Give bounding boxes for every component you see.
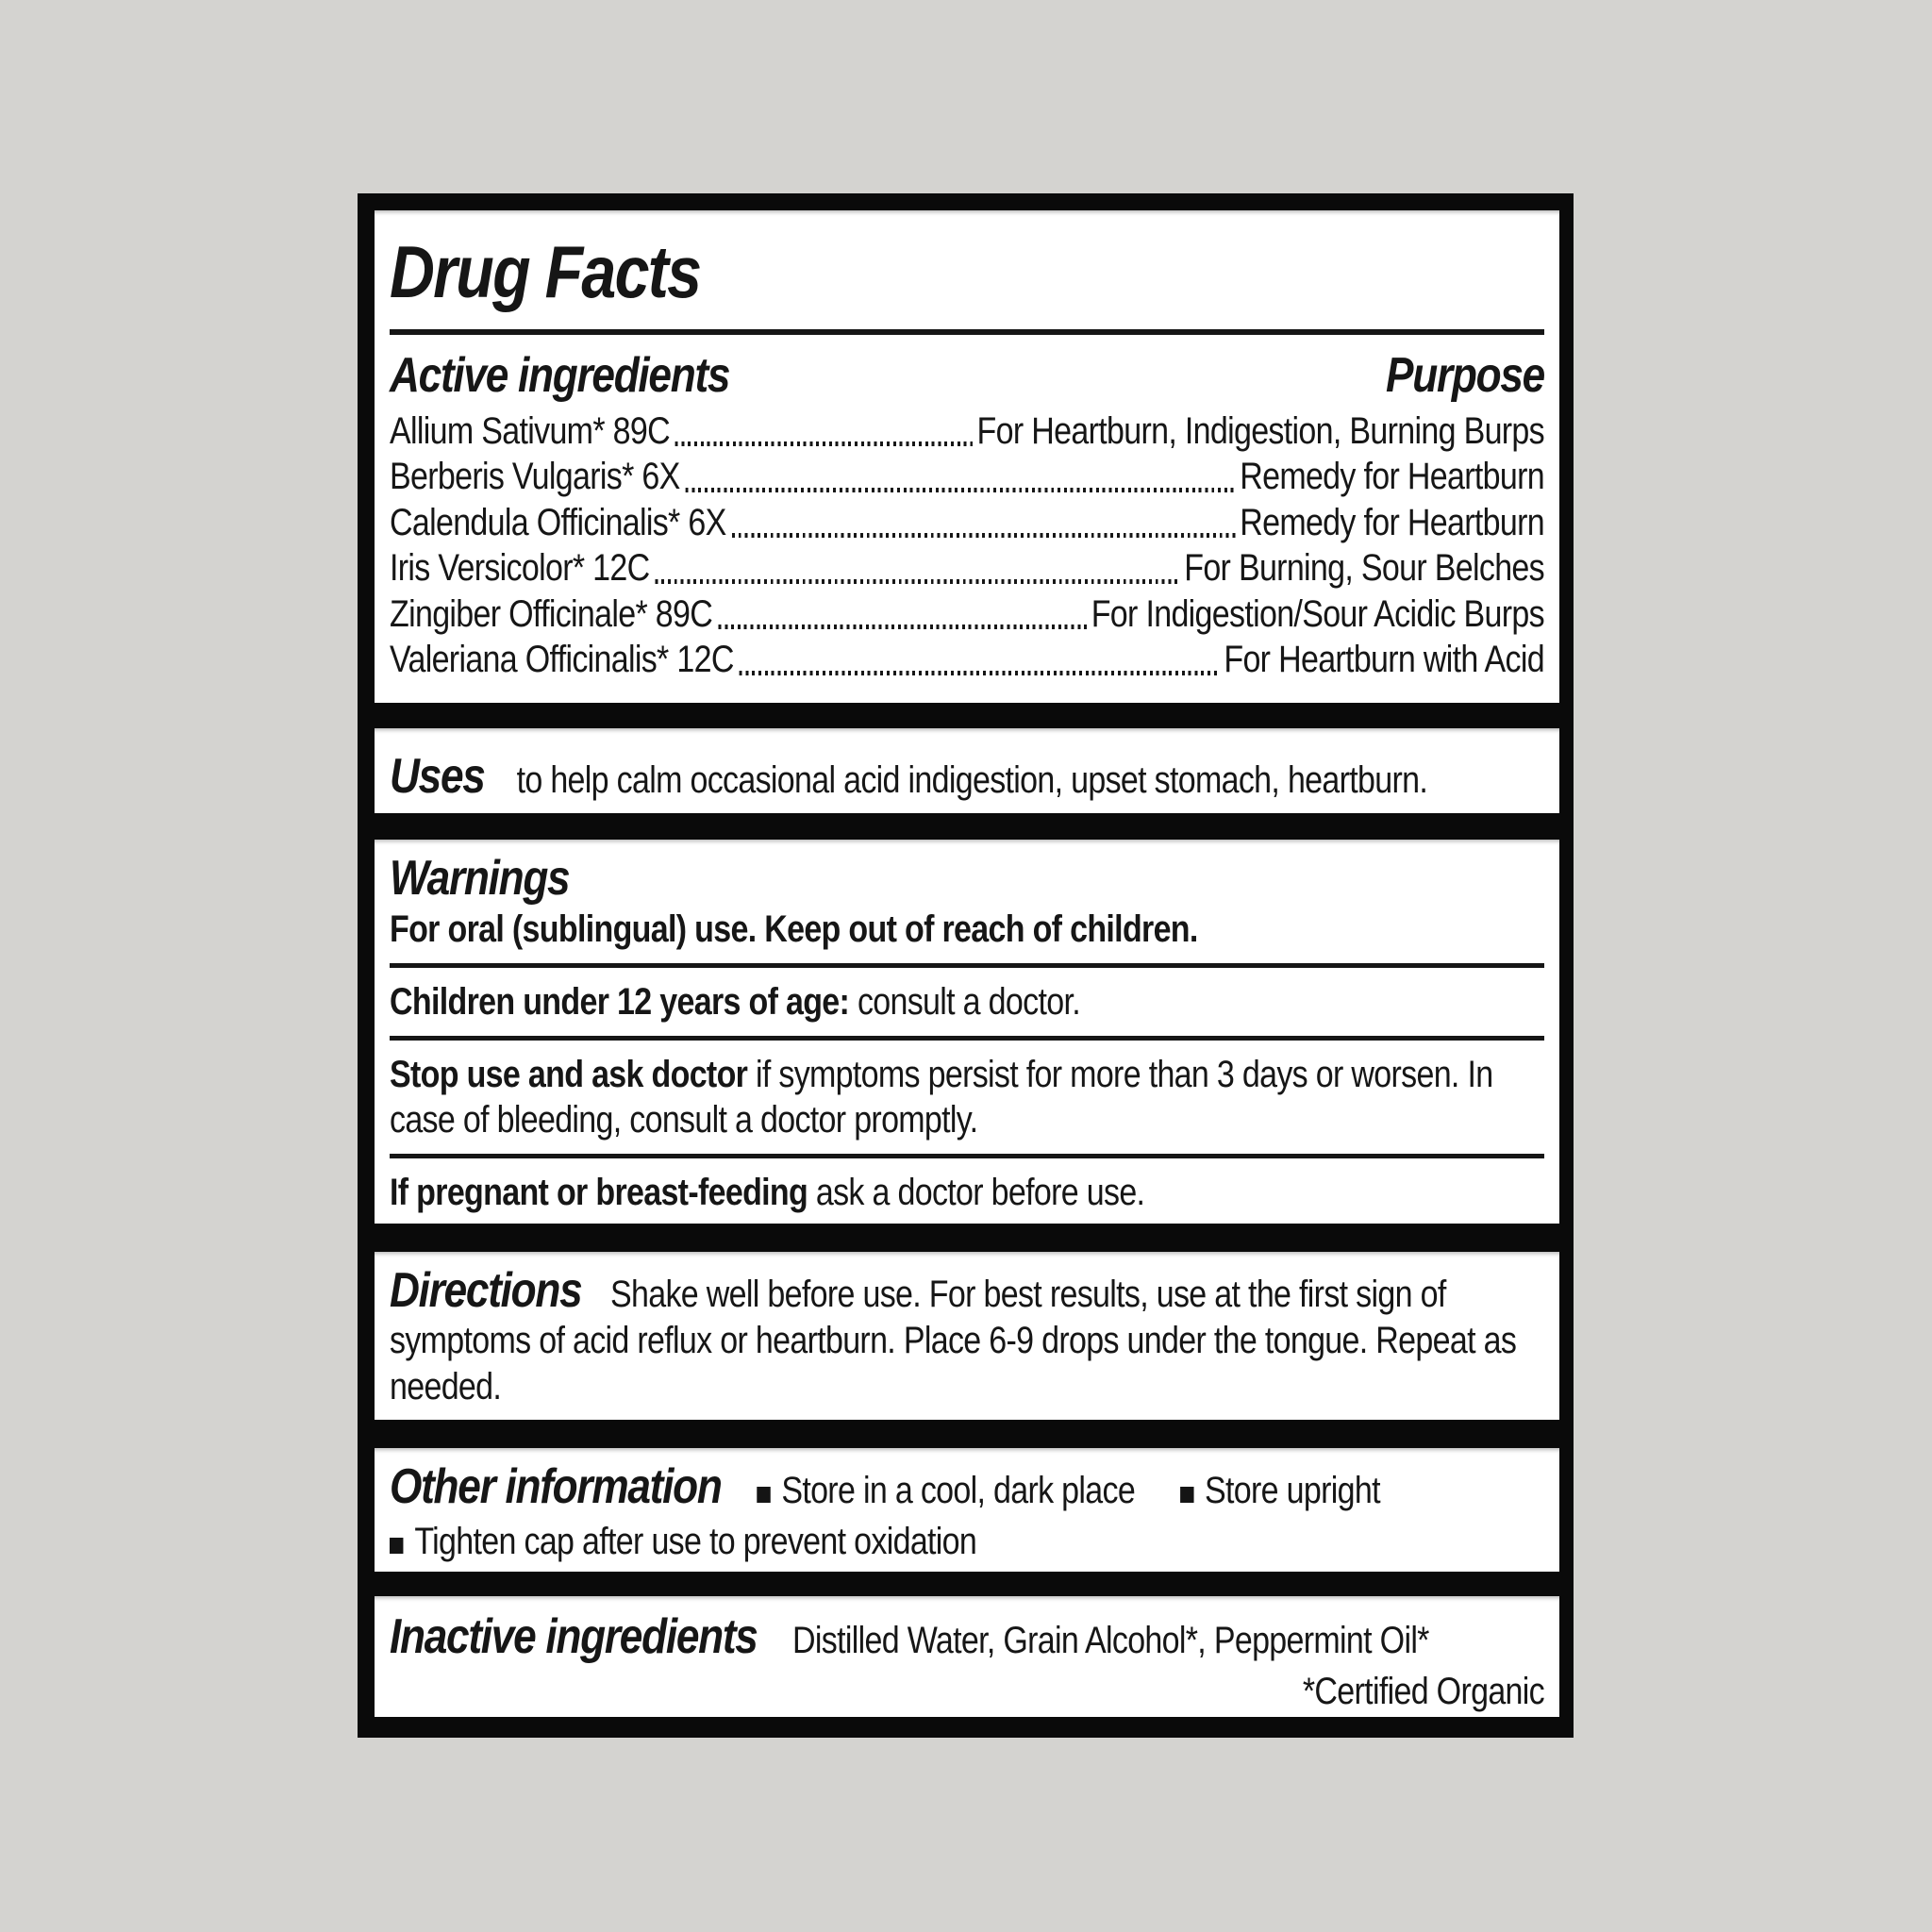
dotted-leader xyxy=(732,533,1236,538)
warning-item-bold: Stop use and ask doctor xyxy=(390,1053,748,1095)
uses-text: to help calm occasional acid indigestion, upset stomach, heartburn. xyxy=(516,759,1428,801)
ingredient-row xyxy=(390,454,1544,500)
warnings-divider xyxy=(390,1154,1544,1158)
title-rule xyxy=(390,329,1544,335)
active-ingredients-content xyxy=(390,230,1544,683)
ingredient-purpose: Remedy for Heartburn xyxy=(1240,456,1544,498)
certified-organic-note: *Certified Organic xyxy=(1302,1671,1544,1712)
inactive-ingredients-text: Distilled Water, Grain Alcohol*, Peppermint Oil* xyxy=(792,1620,1429,1661)
square-bullet-icon xyxy=(390,1538,403,1554)
ingredient-name: Valeriana Officinalis* 12C xyxy=(390,639,734,681)
other-information-row xyxy=(390,1519,1544,1564)
warnings-lead: For oral (sublingual) use. Keep out of reach of children. xyxy=(390,908,1198,950)
ingredient-name: Calendula Officinalis* 6X xyxy=(390,501,726,543)
directions-content xyxy=(390,1252,1544,1410)
other-information-heading: Other information xyxy=(390,1459,722,1514)
directions-section xyxy=(375,1252,1559,1420)
active-ingredients-heading: Active ingredients xyxy=(390,348,730,403)
ingredient-row xyxy=(390,500,1544,546)
warning-item-text: ask a doctor before use. xyxy=(808,1171,1145,1213)
warning-item-bold: Children under 12 years of age: xyxy=(390,980,850,1023)
bullet-item xyxy=(757,1468,1135,1513)
other-information-content xyxy=(390,1448,1544,1564)
ingredient-row xyxy=(390,637,1544,683)
ingredient-row xyxy=(390,545,1544,591)
ingredient-purpose: For Heartburn with Acid xyxy=(1224,639,1544,681)
purpose-heading: Purpose xyxy=(1386,348,1544,403)
ingredient-purpose: For Burning, Sour Belches xyxy=(1184,547,1544,590)
square-bullet-icon xyxy=(757,1487,770,1503)
ingredient-purpose: For Indigestion/Sour Acidic Burps xyxy=(1091,592,1544,635)
warning-item-text: consult a doctor. xyxy=(849,980,1080,1023)
ingredient-name: Berberis Vulgaris* 6X xyxy=(390,456,680,498)
uses-section xyxy=(375,728,1559,813)
inactive-ingredients-heading: Inactive ingredients xyxy=(390,1609,758,1664)
dotted-leader xyxy=(686,488,1236,492)
warning-item xyxy=(390,979,1544,1024)
ingredient-name: Zingiber Officinale* 89C xyxy=(390,592,713,635)
inactive-ingredients-row xyxy=(390,1611,1544,1663)
dotted-leader xyxy=(655,579,1180,584)
uses-heading: Uses xyxy=(390,749,485,804)
bullet-item xyxy=(1180,1468,1380,1513)
bullet-text: Store upright xyxy=(1205,1470,1380,1511)
bullet-item xyxy=(390,1521,976,1562)
warnings-divider xyxy=(390,1036,1544,1041)
warning-item-text: if symptoms persist for more than 3 days or worsen. In case of bleeding, consult a doctor promptly. xyxy=(390,1053,1493,1141)
ingredient-purpose: For Heartburn, Indigestion, Burning Burps xyxy=(976,409,1544,452)
other-information-section xyxy=(375,1448,1559,1572)
dotted-leader xyxy=(740,671,1220,675)
warnings-content xyxy=(390,853,1544,1215)
ingredient-name: Allium Sativum* 89C xyxy=(390,409,670,452)
active-ingredients-section xyxy=(375,210,1559,703)
ingredient-purpose: Remedy for Heartburn xyxy=(1240,501,1544,543)
directions-text: Shake well before use. For best results, use at the first sign of symptoms of acid reflux or heartburn. Place 6-9 drops under the tongue. Repeat as needed. xyxy=(390,1274,1517,1407)
bullet-text: Store in a cool, dark place xyxy=(781,1470,1136,1511)
ingredients-header-row xyxy=(390,350,1544,402)
directions-paragraph xyxy=(390,1265,1544,1410)
uses-content xyxy=(390,728,1544,803)
ingredient-row xyxy=(390,591,1544,638)
drug-facts-label xyxy=(358,193,1574,1738)
ingredient-name: Iris Versicolor* 12C xyxy=(390,547,650,590)
bullet-text: Tighten cap after use to prevent oxidation xyxy=(414,1521,977,1562)
warning-item xyxy=(390,1052,1544,1142)
ingredients-table xyxy=(390,408,1544,683)
ingredient-row xyxy=(390,408,1544,455)
dotted-leader xyxy=(675,441,973,446)
inactive-ingredients-content xyxy=(390,1596,1544,1714)
warnings-heading: Warnings xyxy=(390,851,570,906)
square-bullet-icon xyxy=(1180,1487,1193,1503)
directions-heading: Directions xyxy=(390,1263,582,1318)
warning-item xyxy=(390,1170,1544,1215)
inactive-ingredients-section xyxy=(375,1596,1559,1717)
drug-facts-title: Drug Facts xyxy=(390,230,701,313)
dotted-leader xyxy=(718,625,1087,629)
warning-item-bold: If pregnant or breast-feeding xyxy=(390,1171,808,1213)
warnings-section xyxy=(375,840,1559,1224)
other-information-row xyxy=(390,1461,1544,1513)
warnings-divider xyxy=(390,963,1544,968)
